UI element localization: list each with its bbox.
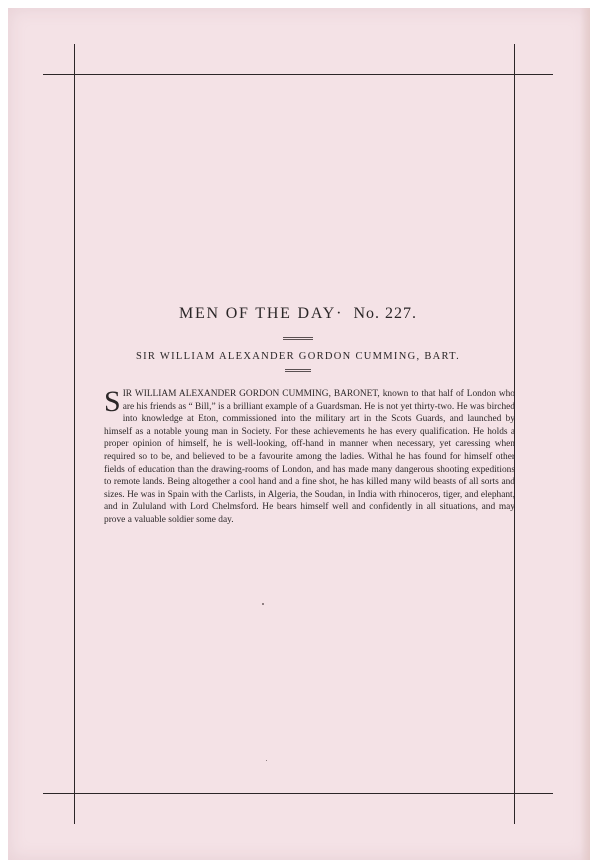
bottom-border-rule [43,793,553,794]
magazine-page [8,8,590,860]
drop-cap: S [104,385,121,418]
subject-divider [285,369,311,372]
issue-number: No. 227. [353,305,418,322]
article-body [104,385,515,527]
series-title: MEN OF THE DAY [178,305,337,322]
title-divider [283,337,313,340]
page-title [68,305,528,323]
paper-speck [262,603,264,605]
article-subject: SIR WILLIAM ALEXANDER GORDON CUMMING, BART. [135,351,461,362]
title-separator: · [336,305,342,322]
paper-speck [266,760,267,761]
top-border-rule [43,74,553,75]
left-border-rule [74,44,75,824]
page-edge-shading [580,8,590,860]
article-header [68,305,528,372]
article-text: IR WILLIAM ALEXANDER GORDON CUMMING, BARONET, known to that half of London who are his friends as “ Bill,” is a brilliant example of a Guardsman. He is not yet thirty-two. He was birched into knowledge at Eton, commissioned into the military art in the Scots Guards, and launched by himself as a notable young man in Society. For these achievements he has every qualification. He holds a proper opinion of himself, he is well-looking, off-hand in manner when necessary, yet caressing when required so to be, and believed to be a favourite among the ladies. Withal he has found for himself other fields of education than the drawing-rooms of London, and has made many dangerous shooting expeditions to remote lands. Being altogether a cool hand and a fine shot, he has killed many wild beasts of all sorts and sizes. He was in Spain with the Carlists, in Algeria, the Soudan, in India with rhinoceros, tiger, and elephant, and in Zululand with Lord Chelmsford. He bears himself well and confidently in all situations, and may prove a valuable soldier some day. [104,389,515,525]
